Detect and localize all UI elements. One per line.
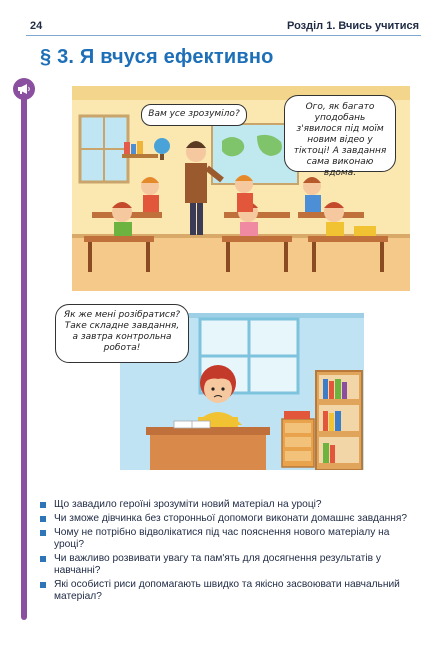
header-divider xyxy=(26,35,421,36)
bullet-square-icon xyxy=(40,516,46,522)
page-header xyxy=(0,0,447,40)
bullet-square-icon xyxy=(40,582,46,588)
megaphone-icon xyxy=(13,78,35,100)
speech-bubble-girl: Як же мені розібратися? Таке складне завдання, а завтра контрольна робота! xyxy=(55,304,189,363)
bullet-square-icon xyxy=(40,530,46,536)
list-item xyxy=(40,499,420,511)
list-item xyxy=(40,579,420,604)
section-title: § 3. Я вчуся ефективно xyxy=(40,46,274,68)
speech-bubble-teacher: Вам усе зрозуміло? xyxy=(141,104,247,126)
list-item xyxy=(40,527,420,552)
chapter-title: Розділ 1. Вчись учитися xyxy=(287,20,419,32)
side-accent-bar xyxy=(21,90,27,620)
question-text: Чи зможе дівчинка без сторонньої допомоги виконати домашнє завдання? xyxy=(54,512,408,524)
list-item xyxy=(40,553,420,578)
bullet-square-icon xyxy=(40,502,46,508)
page-number: 24 xyxy=(30,20,43,32)
question-text: Які особисті риси допомагають швидко та якісно засвоювати навчальний матеріал? xyxy=(54,578,400,603)
question-text: Чому не потрібно відволікатися під час пояснення нового матеріалу на уроці? xyxy=(54,526,390,550)
bullet-square-icon xyxy=(40,556,46,562)
question-text: Чи важливо розвивати увагу та пам'ять для досягнення результатів у навчанні? xyxy=(54,552,381,576)
speech-bubble-student: Ого, як багато уподобань з'явилося під моїм новим відео у тіктоці! А завдання сама виконаю вдома. xyxy=(284,95,396,172)
question-list xyxy=(40,499,420,605)
question-text: Що завадило героїні зрозуміти новий матеріал на уроці? xyxy=(54,499,322,510)
list-item xyxy=(40,513,420,525)
